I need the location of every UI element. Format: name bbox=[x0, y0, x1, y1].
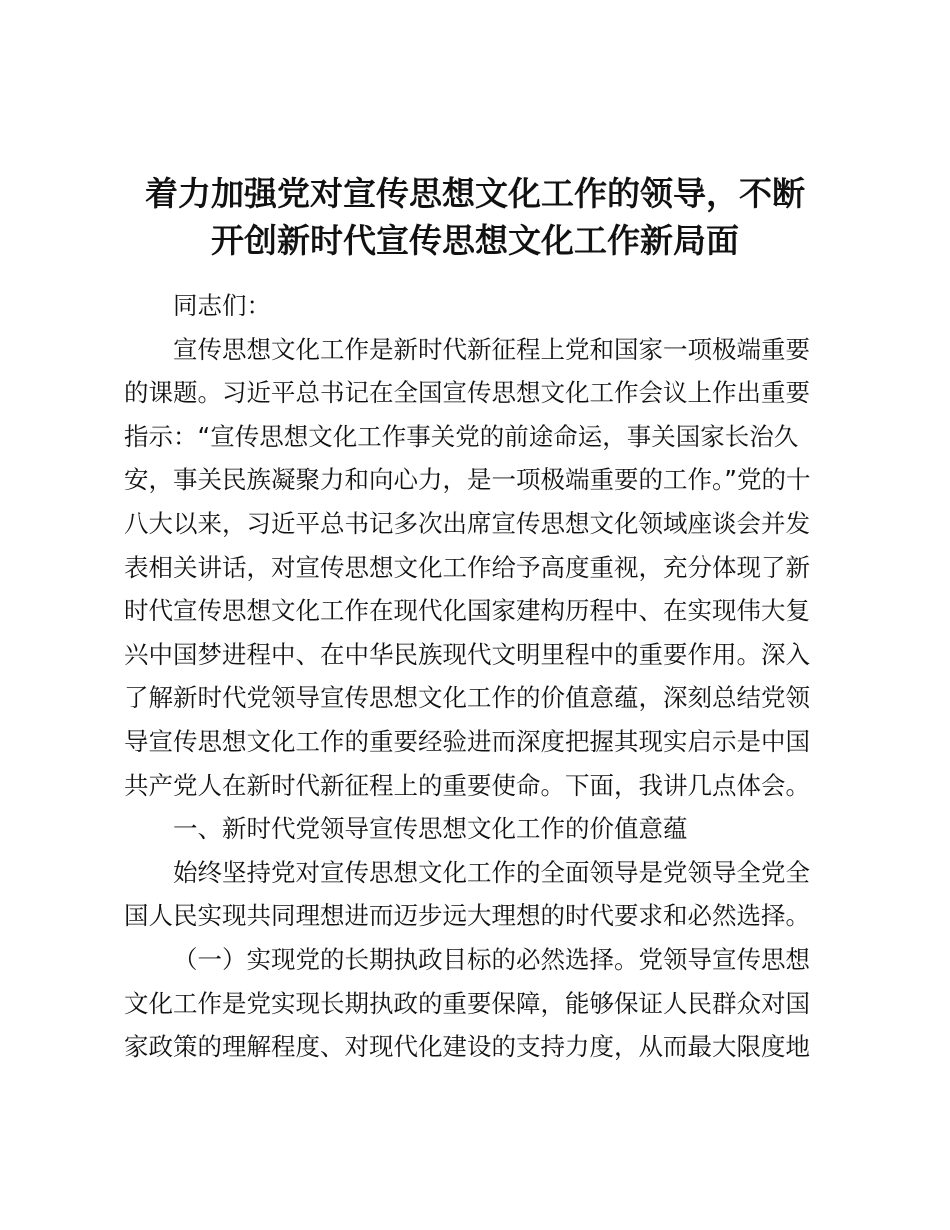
paragraph-line: 文化工作是党实现长期执政的重要保障，能够保证人民群众对国 bbox=[124, 988, 810, 1018]
paragraph-line: 时代宣传思想文化工作在现代化国家建构历程中、在实现伟大复 bbox=[124, 596, 810, 626]
document-body bbox=[124, 284, 824, 1069]
paragraph-line: 指示：“宣传思想文化工作事关党的前途命运，事关国家长治久 bbox=[124, 421, 799, 451]
paragraph-line: 兴中国梦进程中、在中华民族现代文明里程中的重要作用。深入 bbox=[124, 639, 810, 669]
paragraph-line: 安，事关民族凝聚力和向心力，是一项极端重要的工作。”党的十 bbox=[124, 465, 811, 495]
title-line-1: 着力加强党对宣传思想文化工作的领导，不断 bbox=[145, 174, 805, 213]
paragraph-line: 家政策的理解程度、对现代化建设的支持力度，从而最大限度地 bbox=[124, 1032, 810, 1062]
title-line-2: 开创新时代宣传思想文化工作新局面 bbox=[211, 221, 739, 260]
document-title bbox=[110, 170, 840, 264]
paragraph-line: 始终坚持党对宣传思想文化工作的全面领导是党领导全党全 bbox=[173, 857, 810, 887]
salutation: 同志们： bbox=[173, 291, 271, 320]
paragraph-line: （一）实现党的长期执政目标的必然选择。党领导宣传思想 bbox=[173, 944, 810, 974]
paragraph-line: 八大以来，习近平总书记多次出席宣传思想文化领域座谈会并发 bbox=[124, 508, 810, 538]
paragraph-line: 共产党人在新时代新征程上的重要使命。下面，我讲几点体会。 bbox=[124, 770, 810, 800]
paragraph-line: 导宣传思想文化工作的重要经验进而深度把握其现实启示是中国 bbox=[124, 726, 810, 756]
paragraph-line: 宣传思想文化工作是新时代新征程上党和国家一项极端重要 bbox=[173, 334, 810, 364]
paragraph-line: 的课题。习近平总书记在全国宣传思想文化工作会议上作出重要 bbox=[124, 378, 810, 408]
paragraph-line: 了解新时代党领导宣传思想文化工作的价值意蕴，深刻总结党领 bbox=[124, 683, 810, 713]
section-heading: 一、新时代党领导宣传思想文化工作的价值意蕴 bbox=[173, 814, 688, 844]
paragraph-line: 国人民实现共同理想进而迈步远大理想的时代要求和必然选择。 bbox=[124, 901, 810, 931]
paragraph-line: 表相关讲话，对宣传思想文化工作给予高度重视，充分体现了新 bbox=[124, 552, 810, 582]
